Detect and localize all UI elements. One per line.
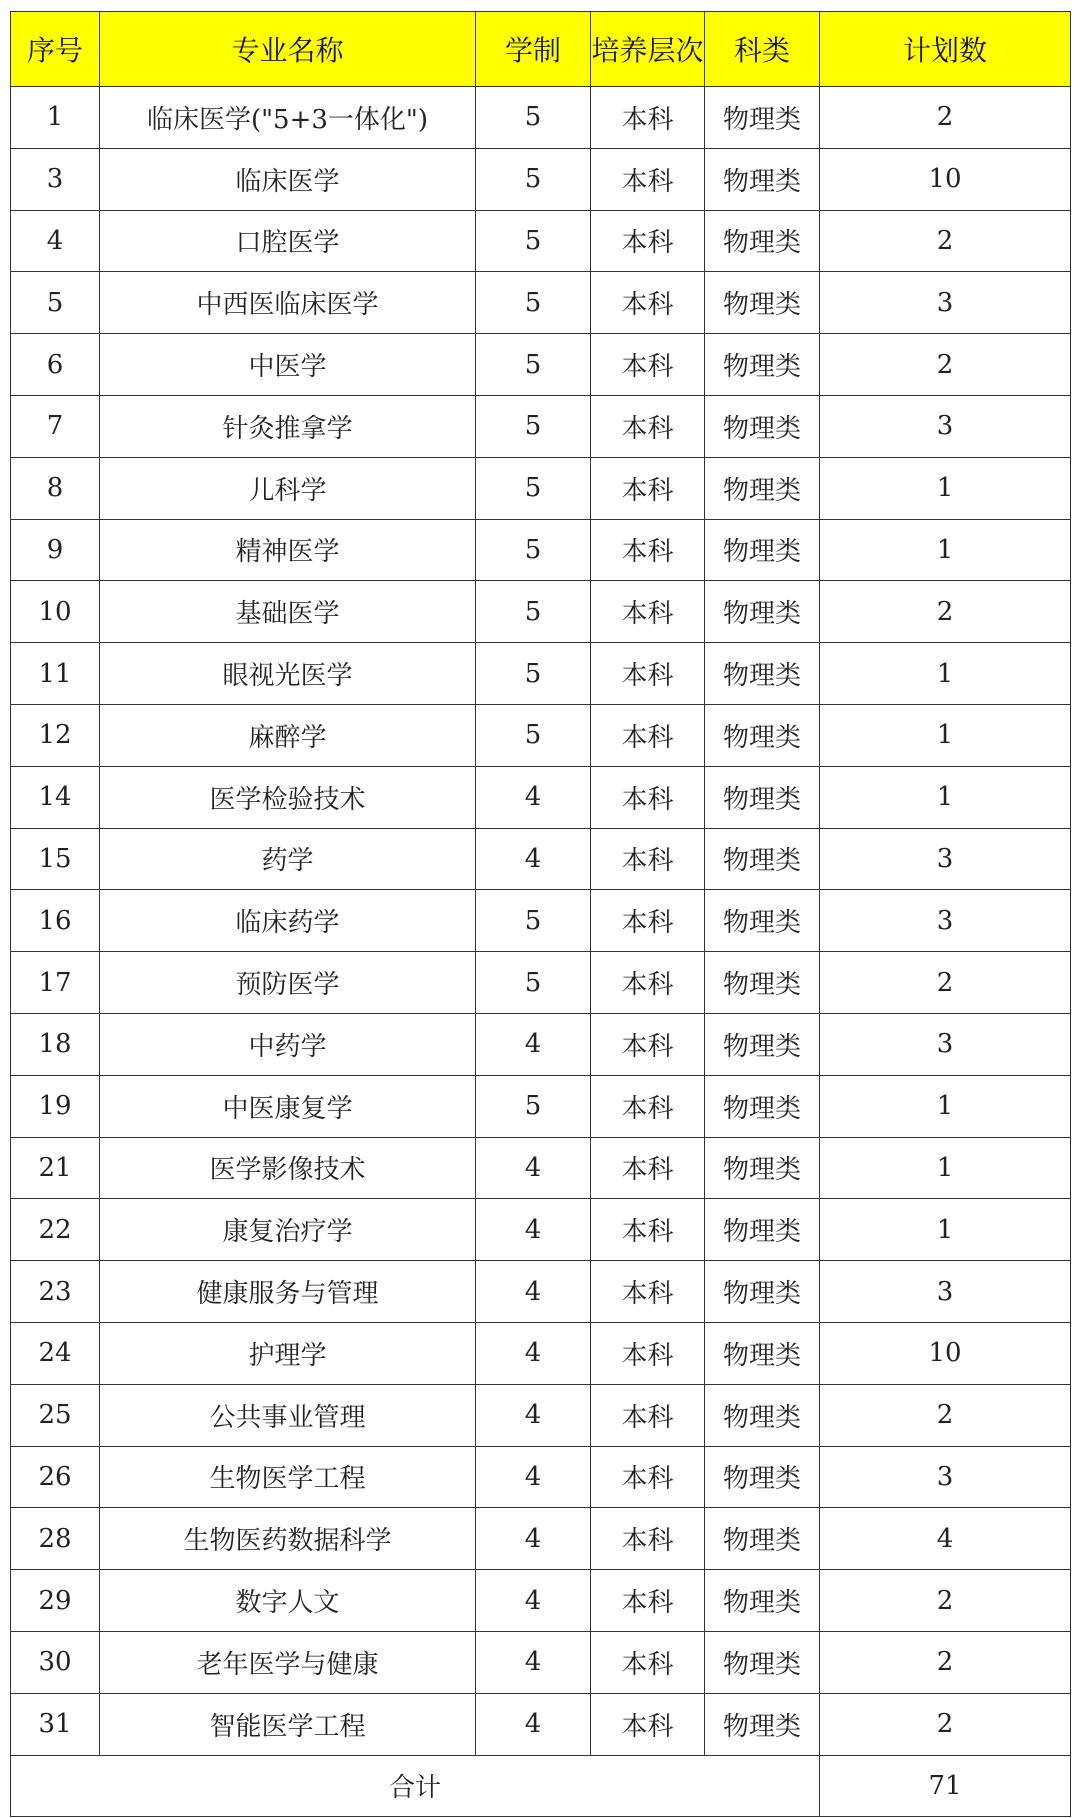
cell-plan: 3 [820, 890, 1071, 952]
cell-major: 医学影像技术 [100, 1137, 476, 1199]
cell-major: 数字人文 [100, 1570, 476, 1632]
table-body [11, 87, 1071, 1756]
cell-index: 5 [11, 272, 100, 334]
cell-plan: 2 [820, 87, 1071, 149]
table-row [11, 457, 1071, 519]
cell-plan: 2 [820, 581, 1071, 643]
cell-major: 中医学 [100, 334, 476, 396]
cell-years: 5 [476, 890, 591, 952]
cell-plan: 1 [820, 643, 1071, 705]
cell-major: 临床医学 [100, 148, 476, 210]
cell-index: 31 [11, 1693, 100, 1755]
table-row [11, 1075, 1071, 1137]
cell-index: 11 [11, 643, 100, 705]
table-row [11, 148, 1071, 210]
cell-level: 本科 [591, 1199, 705, 1261]
cell-level: 本科 [591, 1137, 705, 1199]
cell-category: 物理类 [705, 1570, 820, 1632]
table-row [11, 1693, 1071, 1755]
cell-level: 本科 [591, 1570, 705, 1632]
cell-category: 物理类 [705, 148, 820, 210]
cell-plan: 3 [820, 272, 1071, 334]
cell-major: 儿科学 [100, 457, 476, 519]
cell-level: 本科 [591, 1261, 705, 1323]
cell-level: 本科 [591, 272, 705, 334]
table-row [11, 1261, 1071, 1323]
cell-category: 物理类 [705, 334, 820, 396]
table-row [11, 952, 1071, 1014]
cell-category: 物理类 [705, 828, 820, 890]
cell-years: 5 [476, 952, 591, 1014]
table-row [11, 1384, 1071, 1446]
cell-years: 5 [476, 210, 591, 272]
cell-category: 物理类 [705, 581, 820, 643]
cell-major: 中医康复学 [100, 1075, 476, 1137]
cell-plan: 2 [820, 334, 1071, 396]
table-footer [11, 1755, 1071, 1817]
cell-index: 29 [11, 1570, 100, 1632]
cell-index: 4 [11, 210, 100, 272]
cell-plan: 2 [820, 1384, 1071, 1446]
cell-years: 5 [476, 1075, 591, 1137]
cell-years: 5 [476, 643, 591, 705]
cell-years: 5 [476, 457, 591, 519]
cell-category: 物理类 [705, 766, 820, 828]
cell-major: 护理学 [100, 1322, 476, 1384]
cell-years: 5 [476, 519, 591, 581]
cell-index: 18 [11, 1013, 100, 1075]
table-row [11, 766, 1071, 828]
cell-major: 基础医学 [100, 581, 476, 643]
cell-plan: 1 [820, 457, 1071, 519]
table-row [11, 1013, 1071, 1075]
cell-years: 4 [476, 1446, 591, 1508]
cell-index: 1 [11, 87, 100, 149]
cell-level: 本科 [591, 1075, 705, 1137]
cell-category: 物理类 [705, 210, 820, 272]
cell-major: 老年医学与健康 [100, 1631, 476, 1693]
cell-level: 本科 [591, 1384, 705, 1446]
cell-level: 本科 [591, 457, 705, 519]
cell-category: 物理类 [705, 890, 820, 952]
cell-plan: 3 [820, 828, 1071, 890]
cell-level: 本科 [591, 766, 705, 828]
cell-plan: 2 [820, 210, 1071, 272]
table-row [11, 581, 1071, 643]
cell-category: 物理类 [705, 1261, 820, 1323]
cell-index: 7 [11, 395, 100, 457]
cell-major: 临床药学 [100, 890, 476, 952]
cell-index: 8 [11, 457, 100, 519]
total-row [11, 1755, 1071, 1817]
cell-plan: 2 [820, 1631, 1071, 1693]
cell-index: 10 [11, 581, 100, 643]
table-row [11, 87, 1071, 149]
cell-category: 物理类 [705, 457, 820, 519]
cell-category: 物理类 [705, 643, 820, 705]
cell-index: 14 [11, 766, 100, 828]
cell-level: 本科 [591, 334, 705, 396]
cell-index: 15 [11, 828, 100, 890]
cell-index: 3 [11, 148, 100, 210]
header-years: 学制 [476, 12, 591, 87]
cell-level: 本科 [591, 828, 705, 890]
cell-major: 中药学 [100, 1013, 476, 1075]
cell-level: 本科 [591, 395, 705, 457]
cell-years: 5 [476, 334, 591, 396]
cell-category: 物理类 [705, 952, 820, 1014]
cell-level: 本科 [591, 148, 705, 210]
cell-category: 物理类 [705, 1199, 820, 1261]
cell-major: 公共事业管理 [100, 1384, 476, 1446]
cell-years: 4 [476, 828, 591, 890]
table-row [11, 643, 1071, 705]
cell-years: 5 [476, 87, 591, 149]
cell-years: 4 [476, 1693, 591, 1755]
table-row [11, 1631, 1071, 1693]
cell-plan: 1 [820, 704, 1071, 766]
table-row [11, 272, 1071, 334]
cell-major: 健康服务与管理 [100, 1261, 476, 1323]
cell-plan: 2 [820, 1570, 1071, 1632]
cell-category: 物理类 [705, 395, 820, 457]
cell-years: 4 [476, 1570, 591, 1632]
total-label: 合计 [11, 1755, 820, 1817]
cell-category: 物理类 [705, 1693, 820, 1755]
cell-level: 本科 [591, 704, 705, 766]
table-row [11, 1137, 1071, 1199]
cell-level: 本科 [591, 87, 705, 149]
cell-category: 物理类 [705, 1384, 820, 1446]
cell-index: 12 [11, 704, 100, 766]
cell-plan: 10 [820, 148, 1071, 210]
cell-level: 本科 [591, 1013, 705, 1075]
table-row [11, 1322, 1071, 1384]
cell-years: 4 [476, 1384, 591, 1446]
table-row [11, 1570, 1071, 1632]
cell-plan: 1 [820, 519, 1071, 581]
cell-level: 本科 [591, 1446, 705, 1508]
cell-years: 5 [476, 395, 591, 457]
cell-years: 4 [476, 1137, 591, 1199]
cell-major: 眼视光医学 [100, 643, 476, 705]
table-row [11, 1446, 1071, 1508]
cell-major: 药学 [100, 828, 476, 890]
cell-years: 4 [476, 1199, 591, 1261]
table-row [11, 210, 1071, 272]
cell-index: 19 [11, 1075, 100, 1137]
cell-index: 17 [11, 952, 100, 1014]
header-row [11, 12, 1071, 87]
cell-level: 本科 [591, 890, 705, 952]
cell-major: 生物医药数据科学 [100, 1508, 476, 1570]
cell-category: 物理类 [705, 1137, 820, 1199]
cell-category: 物理类 [705, 1013, 820, 1075]
cell-years: 4 [476, 1508, 591, 1570]
cell-category: 物理类 [705, 272, 820, 334]
table-header [11, 12, 1071, 87]
cell-years: 5 [476, 704, 591, 766]
cell-major: 预防医学 [100, 952, 476, 1014]
cell-index: 24 [11, 1322, 100, 1384]
cell-years: 4 [476, 1631, 591, 1693]
cell-years: 4 [476, 1013, 591, 1075]
cell-major: 康复治疗学 [100, 1199, 476, 1261]
cell-plan: 1 [820, 1137, 1071, 1199]
cell-plan: 1 [820, 1075, 1071, 1137]
cell-category: 物理类 [705, 1075, 820, 1137]
cell-category: 物理类 [705, 1631, 820, 1693]
cell-index: 6 [11, 334, 100, 396]
cell-plan: 3 [820, 395, 1071, 457]
table-row [11, 1508, 1071, 1570]
cell-major: 麻醉学 [100, 704, 476, 766]
cell-level: 本科 [591, 210, 705, 272]
cell-plan: 1 [820, 766, 1071, 828]
cell-level: 本科 [591, 519, 705, 581]
cell-category: 物理类 [705, 519, 820, 581]
cell-plan: 3 [820, 1446, 1071, 1508]
cell-plan: 4 [820, 1508, 1071, 1570]
cell-index: 9 [11, 519, 100, 581]
cell-plan: 10 [820, 1322, 1071, 1384]
cell-level: 本科 [591, 1693, 705, 1755]
table-row [11, 1199, 1071, 1261]
header-index: 序号 [11, 12, 100, 87]
table-row [11, 828, 1071, 890]
header-level: 培养层次 [591, 12, 705, 87]
header-major: 专业名称 [100, 12, 476, 87]
cell-major: 中西医临床医学 [100, 272, 476, 334]
cell-category: 物理类 [705, 1446, 820, 1508]
cell-category: 物理类 [705, 87, 820, 149]
header-category: 科类 [705, 12, 820, 87]
table-row [11, 519, 1071, 581]
table-row [11, 704, 1071, 766]
cell-years: 5 [476, 581, 591, 643]
cell-major: 医学检验技术 [100, 766, 476, 828]
cell-years: 4 [476, 1261, 591, 1323]
cell-major: 临床医学("5+3一体化") [100, 87, 476, 149]
header-plan: 计划数 [820, 12, 1071, 87]
cell-index: 25 [11, 1384, 100, 1446]
cell-plan: 2 [820, 952, 1071, 1014]
cell-years: 4 [476, 1322, 591, 1384]
cell-plan: 3 [820, 1261, 1071, 1323]
table-row [11, 395, 1071, 457]
cell-major: 针灸推拿学 [100, 395, 476, 457]
cell-major: 口腔医学 [100, 210, 476, 272]
table-row [11, 334, 1071, 396]
cell-index: 21 [11, 1137, 100, 1199]
cell-category: 物理类 [705, 704, 820, 766]
cell-plan: 1 [820, 1199, 1071, 1261]
enrollment-plan-table [10, 11, 1071, 1817]
cell-level: 本科 [591, 643, 705, 705]
cell-index: 22 [11, 1199, 100, 1261]
cell-major: 精神医学 [100, 519, 476, 581]
cell-plan: 3 [820, 1013, 1071, 1075]
cell-index: 30 [11, 1631, 100, 1693]
cell-index: 16 [11, 890, 100, 952]
cell-major: 智能医学工程 [100, 1693, 476, 1755]
cell-category: 物理类 [705, 1508, 820, 1570]
cell-index: 28 [11, 1508, 100, 1570]
cell-index: 26 [11, 1446, 100, 1508]
cell-years: 5 [476, 148, 591, 210]
cell-level: 本科 [591, 581, 705, 643]
cell-level: 本科 [591, 1322, 705, 1384]
cell-level: 本科 [591, 1508, 705, 1570]
cell-years: 5 [476, 272, 591, 334]
cell-major: 生物医学工程 [100, 1446, 476, 1508]
total-value: 71 [820, 1755, 1071, 1817]
cell-level: 本科 [591, 1631, 705, 1693]
table-row [11, 890, 1071, 952]
cell-plan: 2 [820, 1693, 1071, 1755]
cell-index: 23 [11, 1261, 100, 1323]
cell-level: 本科 [591, 952, 705, 1014]
cell-years: 4 [476, 766, 591, 828]
cell-category: 物理类 [705, 1322, 820, 1384]
